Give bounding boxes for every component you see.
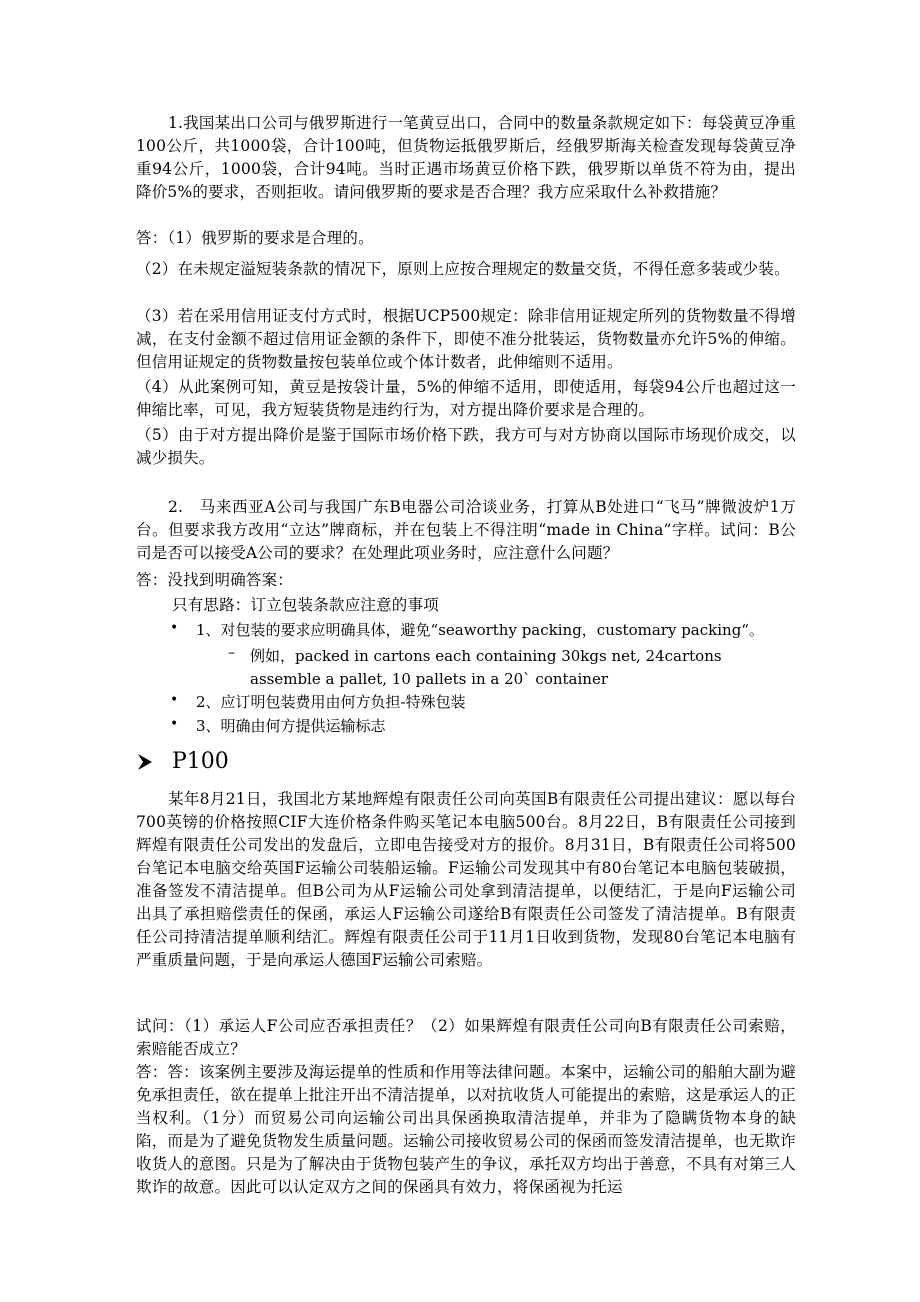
bullet-dot: • — [170, 716, 179, 732]
section-heading — [136, 748, 229, 776]
bullet-dot: • — [170, 620, 179, 636]
question-1-text: 1.我国某出口公司与俄罗斯进行一笔黄豆出口，合同中的数量条款规定如下：每袋黄豆净重100公斤，共1000袋，合计100吨，但货物运抵俄罗斯后，经俄罗斯海关检查发现每袋黄豆净重94公斤，1000袋，合计94吨。当时正遇市场黄豆价格下跌，俄罗斯以单货不符为由，提出降价5%的要求，否则拒收。请问俄罗斯的要求是否合理？我方应采取什么补救措施？ — [136, 114, 796, 201]
answer-1-point-5: （5）由于对方提出降价是鉴于国际市场价格下跌，我方可与对方协商以国际市场现价成交，以减少损失。 — [136, 426, 796, 467]
bullet-dot: • — [170, 692, 179, 708]
question-2-text: 2. 马来西亚A公司与我国广东B电器公司洽谈业务，打算从B处进口“飞马”牌微波炉1万台。但要求我方改用“立达”牌商标，并在包装上不得注明“made in China”字样。试问：B公司是否可以接受A公司的要求？在处理此项业务时，应注意什么问题？ — [136, 498, 796, 562]
sub-bullet-example: 例如，packed in cartons each containing 30kgs net, 24cartons assemble a pallet, 10 pallets in a 20` container — [250, 647, 722, 688]
sub-bullet-dash: – — [228, 645, 235, 661]
bullet-item-1: 1、对包装的要求应明确具体，避免“seaworthy packing，customary packing“。 — [196, 621, 764, 639]
answer-2-intro: 答：没找到明确答案： — [136, 571, 294, 589]
case-description: 某年8月21日，我国北方某地辉煌有限责任公司向英国B有限责任公司提出建议：愿以每台700英镑的价格按照CIF大连价格条件购买笔记本电脑500台。8月22日，B有限责任公司接到辉煌有限责任公司发出的发盘后，立即电告接受对方的报价。8月31日，B有限责任公司将500台笔记本电脑交给英国F运输公司装船运输。F运输公司发现其中有80台笔记本电脑包装破损，准备签发不清洁提单。但B公司为从F运输公司处拿到清洁提单，以便结汇，于是向F运输公司出具了承担赔偿责任的保函，承运人F运输公司遂给B有限责任公司签发了清洁提单。B有限责任公司持清洁提单顺利结汇。辉煌有限责任公司于11月1日收到货物，发现80台笔记本电脑有严重质量问题，于是向承运人德国F运输公司索赔。 — [136, 790, 796, 969]
bullet-item-2: 2、应订明包装费用由何方负担-特殊包装 — [196, 693, 466, 711]
answer-1-point-3: （3）若在采用信用证支付方式时，根据UCP500规定：除非信用证规定所列的货物数量不得增减，在支付金额不超过信用证金额的条件下，即使不准分批装运，货物数量亦允许5%的伸缩。但信用证规定的货物数量按包装单位或个体计数者，此伸缩则不适用。 — [136, 307, 796, 371]
answer-1-point-4: （4）从此案例可知，黄豆是按袋计量，5%的伸缩不适用，即使适用，每袋94公斤也超过这一伸缩比率，可见，我方短装货物是违约行为，对方提出降价要求是合理的。 — [136, 378, 796, 419]
answer-1-point-1: 答：（1）俄罗斯的要求是合理的。 — [136, 229, 374, 247]
answer-2-hint: 只有思路：订立包装条款应注意的事项 — [172, 596, 439, 614]
answer-1-point-2: （2）在未规定溢短装条款的情况下，原则上应按合理规定的数量交货，不得任意多装或少装。 — [136, 260, 790, 278]
case-answer: 答：答：该案例主要涉及海运提单的性质和作用等法律问题。本案中，运输公司的船舶大副为避免承担责任，欲在提单上批注开出不清洁提单，以对抗收货人可能提出的索赔，这是承运人的正当权利。（1分）而贸易公司向运输公司出具保函换取清洁提单，并非为了隐瞒货物本身的缺陷，而是为了避免货物发生质量问题。运输公司接收贸易公司的保函而签发清洁提单，也无欺诈收货人的意图。只是为了解决由于货物包装产生的争议，承托双方均出于善意，不具有对第三人欺诈的故意。因此可以认定双方之间的保函具有效力，将保函视为托运 — [136, 1063, 796, 1196]
section-heading-text: P100 — [172, 749, 229, 774]
case-question: 试问：（1）承运人F公司应否承担责任？（2）如果辉煌有限责任公司向B有限责任公司索赔，索赔能否成立？ — [136, 1017, 796, 1058]
bullet-item-3: 3、明确由何方提供运输标志 — [196, 717, 386, 735]
arrow-bullet-icon — [136, 752, 154, 772]
